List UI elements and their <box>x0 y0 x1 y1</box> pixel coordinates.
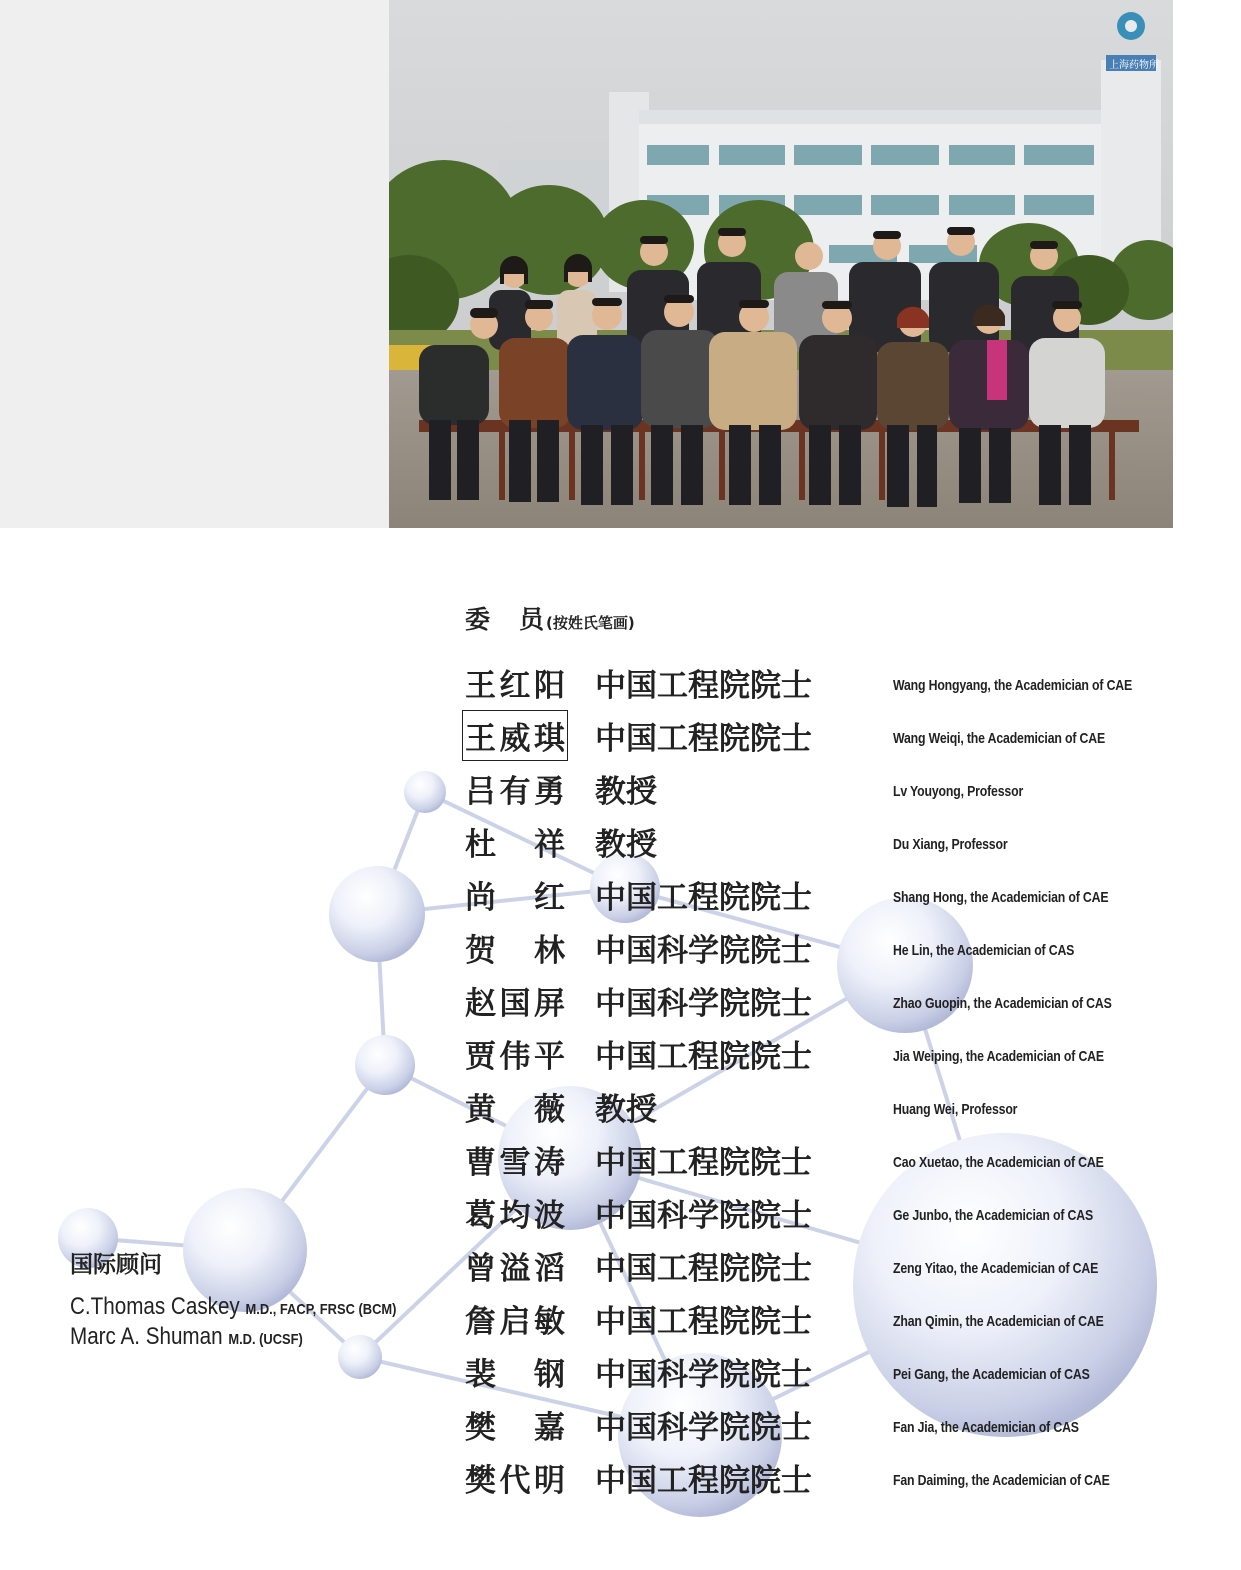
member-title-cn: 教授 <box>595 827 657 863</box>
building-sign: 上海药物所 <box>1109 60 1159 71</box>
member-title-cn: 中国工程院院士 <box>595 1039 812 1075</box>
member-title-cn: 中国工程院院士 <box>595 721 812 757</box>
member-name: 曾溢滔 <box>465 1251 565 1287</box>
member-title-en: Jia Weiping, the Academician of CAE <box>893 1048 1104 1065</box>
member-title-en: Ge Junbo, the Academician of CAS <box>893 1207 1094 1224</box>
member-name: 樊代明 <box>465 1463 565 1499</box>
member-title-en: Zhan Qimin, the Academician of CAE <box>893 1313 1104 1330</box>
member-title-cn: 中国科学院院士 <box>595 1198 812 1234</box>
member-name: 葛均波 <box>465 1198 565 1234</box>
advisor-entry <box>70 1293 396 1321</box>
member-title-en: Fan Jia, the Academician of CAS <box>893 1419 1079 1436</box>
member-title-en: Fan Daiming, the Academician of CAE <box>893 1472 1110 1489</box>
member-title-en: Pei Gang, the Academician of CAS <box>893 1366 1090 1383</box>
member-name: 赵国屏 <box>465 986 565 1022</box>
member-name: 曹雪涛 <box>465 1145 565 1181</box>
advisor-name: Marc A. Shuman <box>70 1323 223 1350</box>
member-name: 王威琪 <box>465 713 565 758</box>
member-title-cn: 中国科学院院士 <box>595 1410 812 1446</box>
member-title-en: Wang Hongyang, the Academician of CAE <box>893 677 1133 694</box>
advisor-credentials: M.D., FACP, FRSC (BCM) <box>245 1301 397 1318</box>
member-title-cn: 中国工程院院士 <box>595 1304 812 1340</box>
member-name: 杜祥 <box>465 827 565 863</box>
member-title-cn: 中国工程院院士 <box>595 1145 812 1181</box>
member-name: 贺林 <box>465 933 565 969</box>
left-gray-panel <box>0 0 389 528</box>
members-title: 委 员 <box>465 605 547 634</box>
member-title-cn: 中国工程院院士 <box>595 880 812 916</box>
members-heading <box>465 600 635 636</box>
group-photo <box>389 0 1173 528</box>
member-title-en: Lv Youyong, Professor <box>893 783 1024 800</box>
member-title-cn: 中国工程院院士 <box>595 668 812 704</box>
member-title-en: Du Xiang, Professor <box>893 836 1008 853</box>
member-name: 裴钢 <box>465 1357 565 1393</box>
member-title-cn: 中国科学院院士 <box>595 933 812 969</box>
member-name: 王红阳 <box>465 668 565 704</box>
member-title-en: Zhao Guopin, the Academician of CAS <box>893 995 1112 1012</box>
member-name: 贾伟平 <box>465 1039 565 1075</box>
member-name: 吕有勇 <box>465 774 565 810</box>
member-title-en: Huang Wei, Professor <box>893 1101 1018 1118</box>
member-title-cn: 中国科学院院士 <box>595 986 812 1022</box>
member-title-en: Cao Xuetao, the Academician of CAE <box>893 1154 1104 1171</box>
member-name: 詹启敏 <box>465 1304 565 1340</box>
international-advisors <box>70 1246 450 1351</box>
member-name: 尚红 <box>465 880 565 916</box>
member-title-cn: 教授 <box>595 1092 657 1128</box>
member-title-cn: 中国科学院院士 <box>595 1357 812 1393</box>
member-title-cn: 中国工程院院士 <box>595 1463 812 1499</box>
member-title-en: He Lin, the Academician of CAS <box>893 942 1075 959</box>
member-title-cn: 中国工程院院士 <box>595 1251 812 1287</box>
advisors-label: 国际顾问 <box>70 1252 162 1278</box>
member-name: 樊嘉 <box>465 1410 565 1446</box>
advisor-entry <box>70 1323 396 1351</box>
member-title-en: Shang Hong, the Academician of CAE <box>893 889 1109 906</box>
member-title-en: Wang Weiqi, the Academician of CAE <box>893 730 1105 747</box>
advisor-credentials: M.D. (UCSF) <box>228 1331 303 1348</box>
member-name: 黄薇 <box>465 1092 565 1128</box>
member-title-en: Zeng Yitao, the Academician of CAE <box>893 1260 1099 1277</box>
members-sort-note: (按姓氏笔画) <box>546 614 635 632</box>
advisor-name: C.Thomas Caskey <box>70 1293 240 1320</box>
member-title-cn: 教授 <box>595 774 657 810</box>
